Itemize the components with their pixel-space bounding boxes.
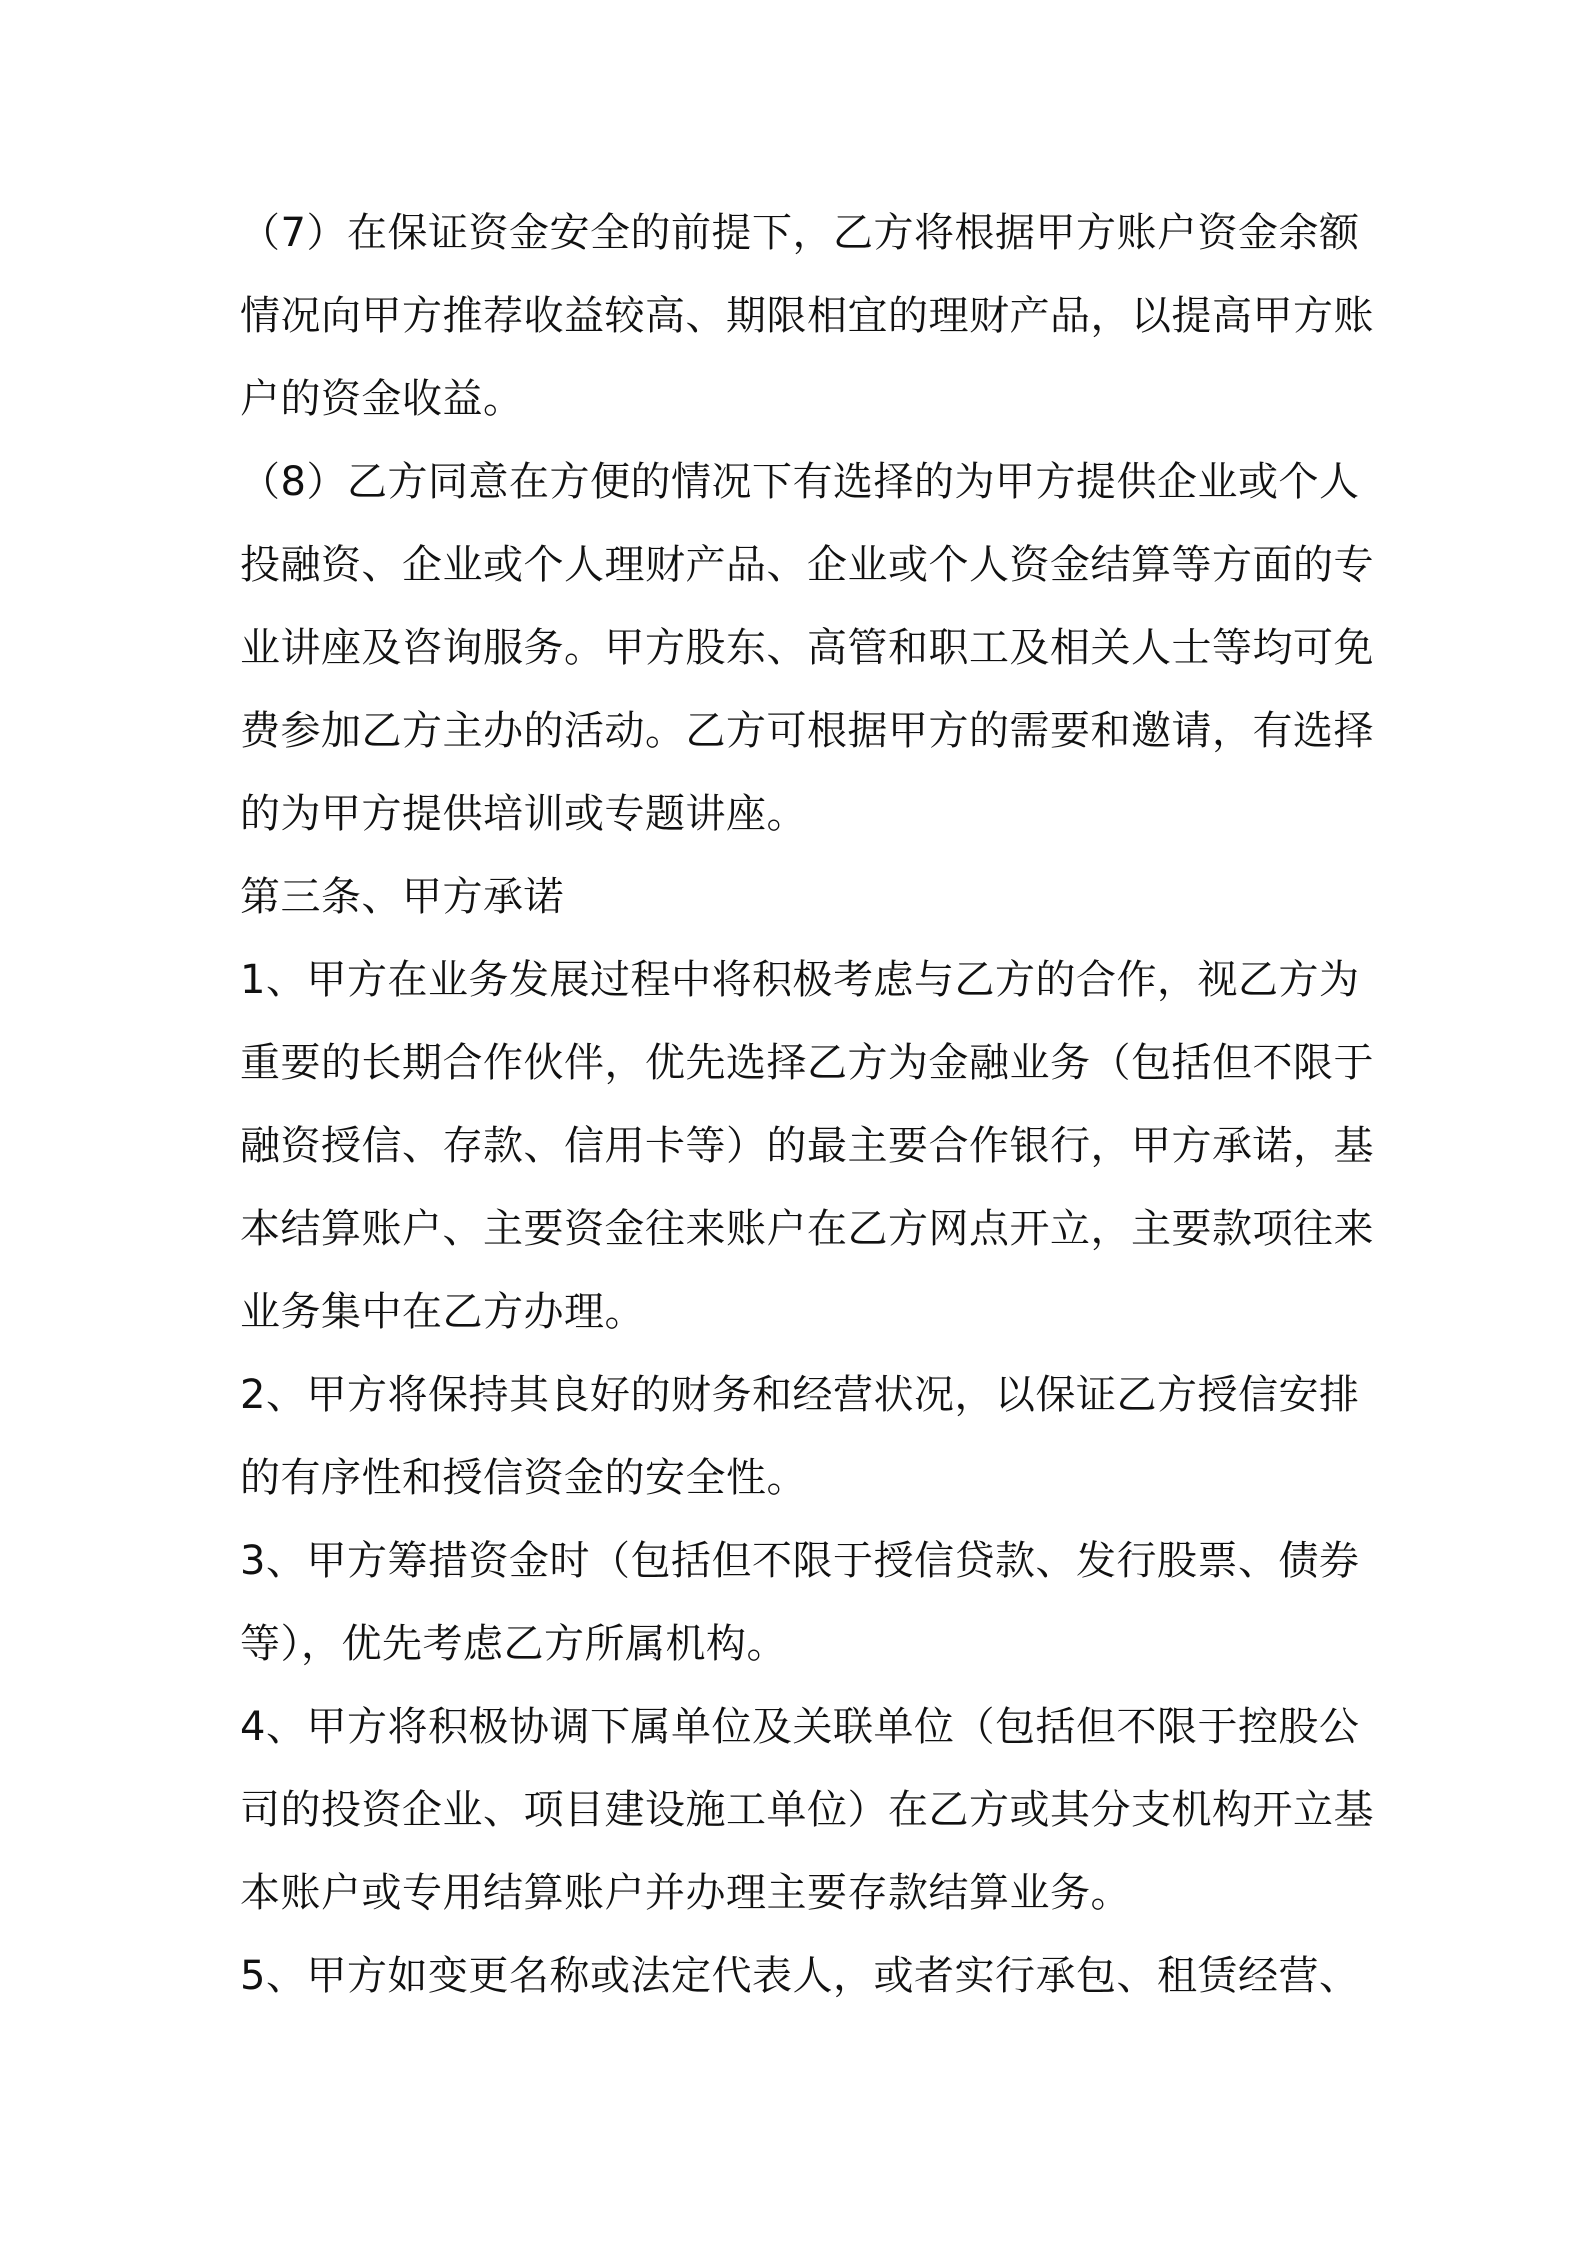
text-line: 情况向甲方推荐收益较高、期限相宜的理财产品，以提高甲方账: [240, 293, 1374, 339]
text-line: 司的投资企业、项目建设施工单位）在乙方或其分支机构开立基: [240, 1787, 1374, 1833]
document-body: [240, 192, 1374, 2018]
text-line: 业讲座及咨询服务。甲方股东、高管和职工及相关人士等均可免: [240, 625, 1374, 671]
text-line: 4、甲方将积极协调下属单位及关联单位（包括但不限于控股公: [240, 1704, 1360, 1750]
text-line: 5、甲方如变更名称或法定代表人，或者实行承包、租赁经营、: [240, 1953, 1360, 1999]
text-line: 业务集中在乙方办理。: [240, 1289, 645, 1335]
text-line: 1、甲方在业务发展过程中将积极考虑与乙方的合作，视乙方为: [240, 957, 1360, 1003]
section-heading: 第三条、甲方承诺: [240, 874, 564, 920]
text-line: 2、甲方将保持其良好的财务和经营状况，以保证乙方授信安排: [240, 1372, 1360, 1418]
text-line: （8）乙方同意在方便的情况下有选择的为甲方提供企业或个人: [240, 459, 1360, 505]
text-line: 的为甲方提供培训或专题讲座。: [240, 791, 807, 837]
text-line: 户的资金收益。: [240, 376, 524, 422]
text-line: 本账户或专用结算账户并办理主要存款结算业务。: [240, 1870, 1131, 1916]
text-line: 的有序性和授信资金的安全性。: [240, 1455, 807, 1501]
text-line: （7）在保证资金安全的前提下，乙方将根据甲方账户资金余额: [240, 210, 1360, 256]
text-line: 本结算账户、主要资金往来账户在乙方网点开立，主要款项往来: [240, 1206, 1374, 1252]
text-line: 费参加乙方主办的活动。乙方可根据甲方的需要和邀请，有选择: [240, 708, 1374, 754]
text-line: 投融资、企业或个人理财产品、企业或个人资金结算等方面的专: [240, 542, 1374, 588]
text-line: 等），优先考虑乙方所属机构。: [240, 1621, 787, 1667]
text-line: 3、甲方筹措资金时（包括但不限于授信贷款、发行股票、债券: [240, 1538, 1360, 1584]
text-line: 重要的长期合作伙伴，优先选择乙方为金融业务（包括但不限于: [240, 1040, 1374, 1086]
text-line: 融资授信、存款、信用卡等）的最主要合作银行，甲方承诺，基: [240, 1123, 1374, 1169]
